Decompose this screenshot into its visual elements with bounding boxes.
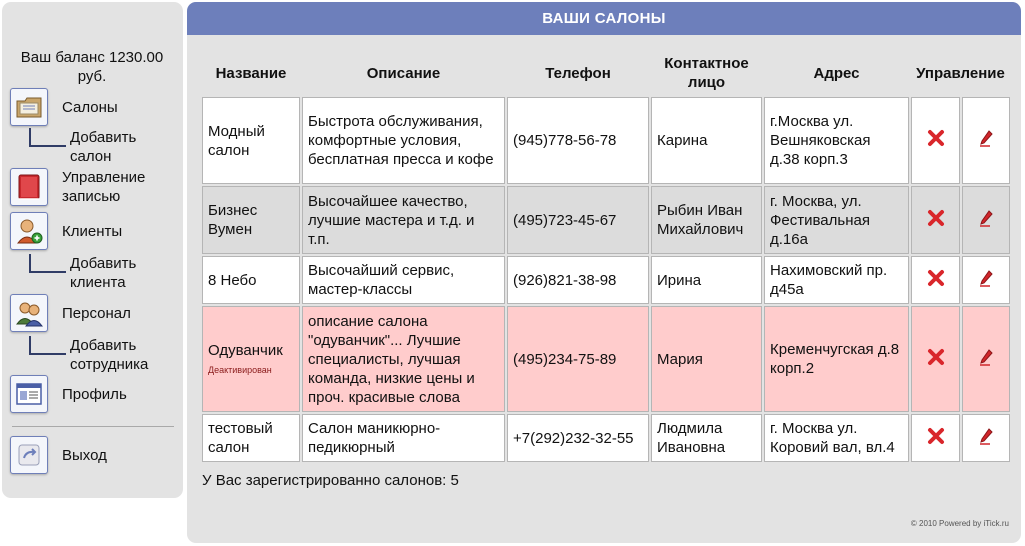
delete-button[interactable] [911,256,960,304]
salons-table [200,49,1012,464]
edit-button[interactable] [962,97,1010,184]
menu-item-clients[interactable] [10,211,177,251]
cell-phone: (926)821-38-98 [507,256,649,304]
cell-description: Салон маникюрно-педикюрный [302,414,505,462]
cell-phone: (945)778-56-78 [507,97,649,184]
column-header-phone: Телефон [545,64,611,82]
add-salon-link[interactable]: Добавить салон [70,129,137,165]
page-title: ВАШИ САЛОНЫ [187,2,1021,35]
cell-name [202,306,300,412]
delete-button[interactable] [911,186,960,254]
cell-description: Быстрота обслуживания, комфортные условия, бесплатная пресса и кофе [302,97,505,184]
menu-label-booking: Управление записью [62,169,146,205]
cell-address: г. Москва, ул. Фестивальная д.16а [764,186,909,254]
balance-text: Ваш баланс 1230.00 руб. [20,49,164,85]
cell-name [202,186,300,254]
cell-description: Высочайшее качество, лучшие мастера и т.д. и т.п. [302,186,505,254]
book-icon [10,168,48,206]
edit-button[interactable] [962,414,1010,462]
salon-name: Бизнес Вумен [208,202,258,238]
cell-address: г.Москва ул. Вешняковская д.38 корп.3 [764,97,909,184]
menu-label-salons: Салоны [62,98,118,116]
salon-name: тестовый салон [208,420,273,456]
menu-label-clients: Клиенты [62,222,123,240]
status-badge: Деактивирован [208,365,272,375]
main-panel [187,2,1021,543]
cell-description: Высочайший сервис, мастер-классы [302,256,505,304]
cell-contact: Карина [651,97,762,184]
cell-phone: +7(292)232-32-55 [507,414,649,462]
cell-name [202,414,300,462]
edit-pencil-icon [978,209,994,227]
cell-contact: Мария [651,306,762,412]
column-header-name: Название [215,64,287,82]
edit-pencil-icon [978,129,994,147]
powered-by-footer: © 2010 Powered by iTick.ru [910,519,1009,528]
salon-name: Одуванчик [208,342,283,359]
cell-phone: (495)723-45-67 [507,186,649,254]
table-row [202,414,1010,462]
cell-description: описание салона "одуванчик"... Лучшие специалисты, лучшая команда, низкие цены и проч. красивые слова [302,306,505,412]
salon-name: 8 Небо [208,271,257,289]
cell-name [202,97,300,184]
menu-label-staff: Персонал [62,304,131,322]
salon-count-text: У Вас зарегистрированно салонов: 5 [202,472,459,489]
delete-button[interactable] [911,97,960,184]
table-row [202,97,1010,184]
menu-label-exit: Выход [62,446,107,464]
exit-icon [10,436,48,474]
cell-contact: Рыбин Иван Михайлович [651,186,762,254]
menu-item-staff[interactable] [10,293,177,333]
delete-icon [926,268,946,288]
add-staff-link[interactable]: Добавить сотрудника [70,337,149,373]
menu-label-profile: Профиль [62,385,127,403]
table-header-row [202,51,1010,95]
sidebar [2,2,183,498]
salon-name: Модный салон [208,122,265,159]
edit-button[interactable] [962,306,1010,412]
delete-icon [926,208,946,228]
edit-pencil-icon [978,348,994,366]
cell-name [202,256,300,304]
cell-address: Нахимовский пр. д45а [764,256,909,304]
delete-icon [926,128,946,148]
delete-icon [926,426,946,446]
folder-icon [10,88,48,126]
edit-pencil-icon [978,427,994,445]
column-header-address: Адрес [813,64,860,82]
sidebar-divider [12,426,174,427]
menu-item-booking[interactable] [10,167,177,207]
column-header-actions: Управление [916,64,1005,82]
edit-button[interactable] [962,186,1010,254]
staff-icon [10,294,48,332]
delete-button[interactable] [911,306,960,412]
profile-icon [10,375,48,413]
table-row [202,306,1010,412]
cell-contact: Ирина [651,256,762,304]
cell-phone: (495)234-75-89 [507,306,649,412]
cell-address: г. Москва ул. Коровий вал, вл.4 [764,414,909,462]
menu-item-salons[interactable] [10,87,177,127]
tree-line [29,254,66,273]
table-row [202,256,1010,304]
menu-item-profile[interactable] [10,374,177,414]
client-add-icon [10,212,48,250]
add-client-link[interactable]: Добавить клиента [70,255,137,291]
cell-contact: Людмила Ивановна [651,414,762,462]
edit-pencil-icon [978,269,994,287]
delete-button[interactable] [911,414,960,462]
column-header-description: Описание [366,64,441,82]
tree-line [29,128,66,147]
column-header-contact: Контактное лицо [664,55,749,91]
delete-icon [926,347,946,367]
tree-line [29,336,66,355]
table-row [202,186,1010,254]
edit-button[interactable] [962,256,1010,304]
menu-item-exit[interactable] [10,435,177,475]
cell-address: Кременчугская д.8 корп.2 [764,306,909,412]
